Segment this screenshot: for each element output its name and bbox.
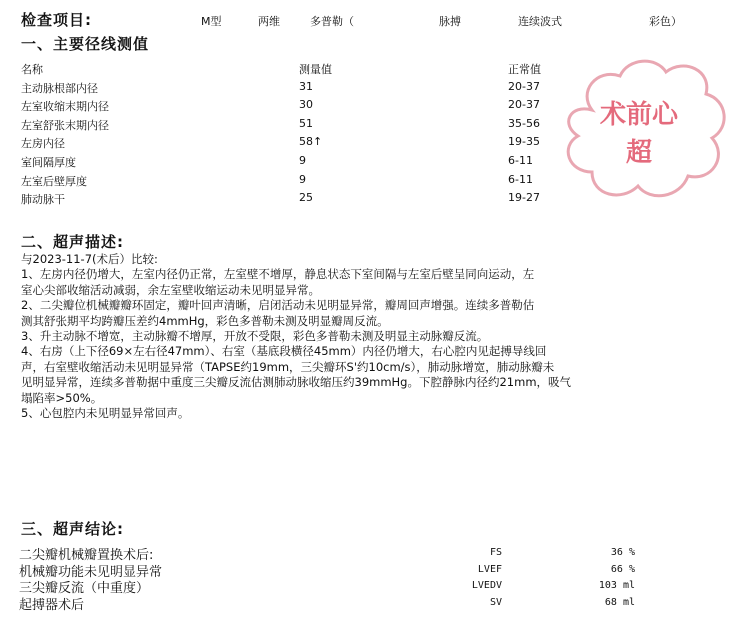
table-row (21, 152, 561, 171)
description-line: 5、心包腔内未见明显异常回声。 (21, 406, 190, 421)
metric-value: 66 % (610, 563, 635, 575)
table-row (21, 78, 561, 97)
row-value: 58↑ (299, 135, 323, 149)
description-line: 与2023-11-7(术后）比较: (21, 252, 158, 266)
row-normal: 35-56 (508, 116, 540, 130)
measurement-table (21, 59, 561, 208)
row-name: 左室后壁厚度 (21, 174, 87, 188)
exam-items-title: 检查项目: (21, 11, 92, 29)
row-name: 左室收缩末期内径 (21, 100, 109, 114)
row-value: 51 (299, 116, 313, 130)
row-normal: 19-35 (508, 135, 540, 149)
section-2-title: 二、超声描述: (21, 233, 124, 251)
description-line: 3、升主动脉不增宽，主动脉瓣不增厚，开放不受限，彩色多普勒未测及明显主动脉瓣反流。 (21, 329, 489, 344)
description-line: 塌陷率>50%。 (21, 390, 103, 405)
row-value: 9 (299, 153, 306, 167)
table-header-row (21, 59, 561, 78)
row-name: 主动脉根部内径 (21, 81, 98, 95)
table-row (21, 96, 561, 115)
metric-key: FS (489, 547, 502, 558)
row-value: 30 (299, 98, 313, 112)
row-name: 左房内径 (21, 137, 65, 151)
row-normal: 20-37 (508, 79, 540, 93)
option-pulsed: 脉搏 (439, 15, 461, 28)
option-2d: 两维 (258, 15, 280, 28)
row-value: 9 (299, 172, 306, 186)
ultrasound-description (21, 252, 721, 421)
row-normal: 6-11 (508, 153, 533, 167)
description-line: 测其舒张期平均跨瓣压差约4mmHg，彩色多普勒未测及明显瓣周反流。 (21, 313, 389, 328)
conclusion-text: 三尖瓣反流（中重度） (19, 581, 150, 596)
row-value: 25 (299, 191, 313, 205)
description-line: 2、二尖瓣位机械瓣瓣环固定，瓣叶回声清晰，启闭活动未见明显异常，瓣周回声增强。连续多普勒估 (21, 298, 535, 313)
metric-key: SV (489, 596, 502, 608)
table-row (21, 189, 561, 208)
conclusion-text: 二尖瓣机械瓣置换术后: (19, 548, 154, 563)
row-normal: 6-11 (508, 172, 533, 186)
conclusion-row (19, 544, 659, 561)
metric-value: 103 ml (598, 580, 635, 591)
conclusion-text: 机械瓣功能未见明显异常 (19, 564, 163, 580)
conclusion-row (19, 594, 659, 611)
conclusion-list (19, 544, 659, 613)
metric-key: LVEDV (471, 580, 502, 591)
option-m-mode: M型 (201, 15, 222, 28)
description-line: 4、右房（上下径69×左右径47mm）、右室（基底段横径45mm）内径仍增大，右心腔内见起搏导线回 (21, 344, 547, 359)
conclusion-text: 起搏器术后 (19, 597, 85, 613)
table-row (21, 171, 561, 190)
column-header-value: 测量值 (299, 63, 332, 76)
option-doppler: 多普勒（ (310, 15, 354, 28)
table-row (21, 115, 561, 134)
table-row (21, 133, 561, 152)
metric-value: 68 ml (604, 596, 635, 608)
row-name: 室间隔厚度 (21, 155, 76, 169)
stamp-label-line-2: 超 (625, 138, 652, 168)
section-3-title: 三、超声结论: (21, 520, 124, 538)
cloud-stamp-icon (552, 52, 732, 210)
row-name: 肺动脉干 (21, 193, 65, 207)
row-value: 31 (299, 79, 313, 93)
description-line: 1、左房内径仍增大，左室内径仍正常，左室壁不增厚，静息状态下室间隔与左室后壁呈同向运动，左 (21, 267, 535, 282)
row-normal: 19-27 (508, 191, 540, 205)
row-name: 左室舒张末期内径 (21, 118, 109, 132)
option-color: 彩色） (649, 15, 682, 28)
column-header-name: 名称 (21, 63, 43, 76)
stamp-label-line-1: 术前心 (599, 100, 678, 130)
option-continuous: 连续波式 (518, 15, 562, 28)
conclusion-row (19, 577, 659, 594)
description-line: 见明显异常，连续多普勒据中重度三尖瓣反流估测肺动脉收缩压约39mmHg。下腔静脉内径约21mm，吸气 (21, 375, 572, 390)
conclusion-row (19, 561, 659, 578)
description-line: 声，右室壁收缩活动未见明显异常（TAPSE约19mm，三尖瓣环S'约10cm/s），肺动脉增宽，肺动脉瓣未 (21, 359, 555, 374)
description-line: 室心尖部收缩活动减弱，余左室壁收缩运动未见明显异常。 (21, 282, 320, 297)
row-normal: 20-37 (508, 98, 540, 112)
section-1-title: 一、主要径线测值 (21, 35, 150, 53)
metric-key: LVEF (477, 563, 502, 575)
metric-value: 36 % (610, 547, 635, 558)
column-header-normal: 正常值 (508, 63, 541, 76)
